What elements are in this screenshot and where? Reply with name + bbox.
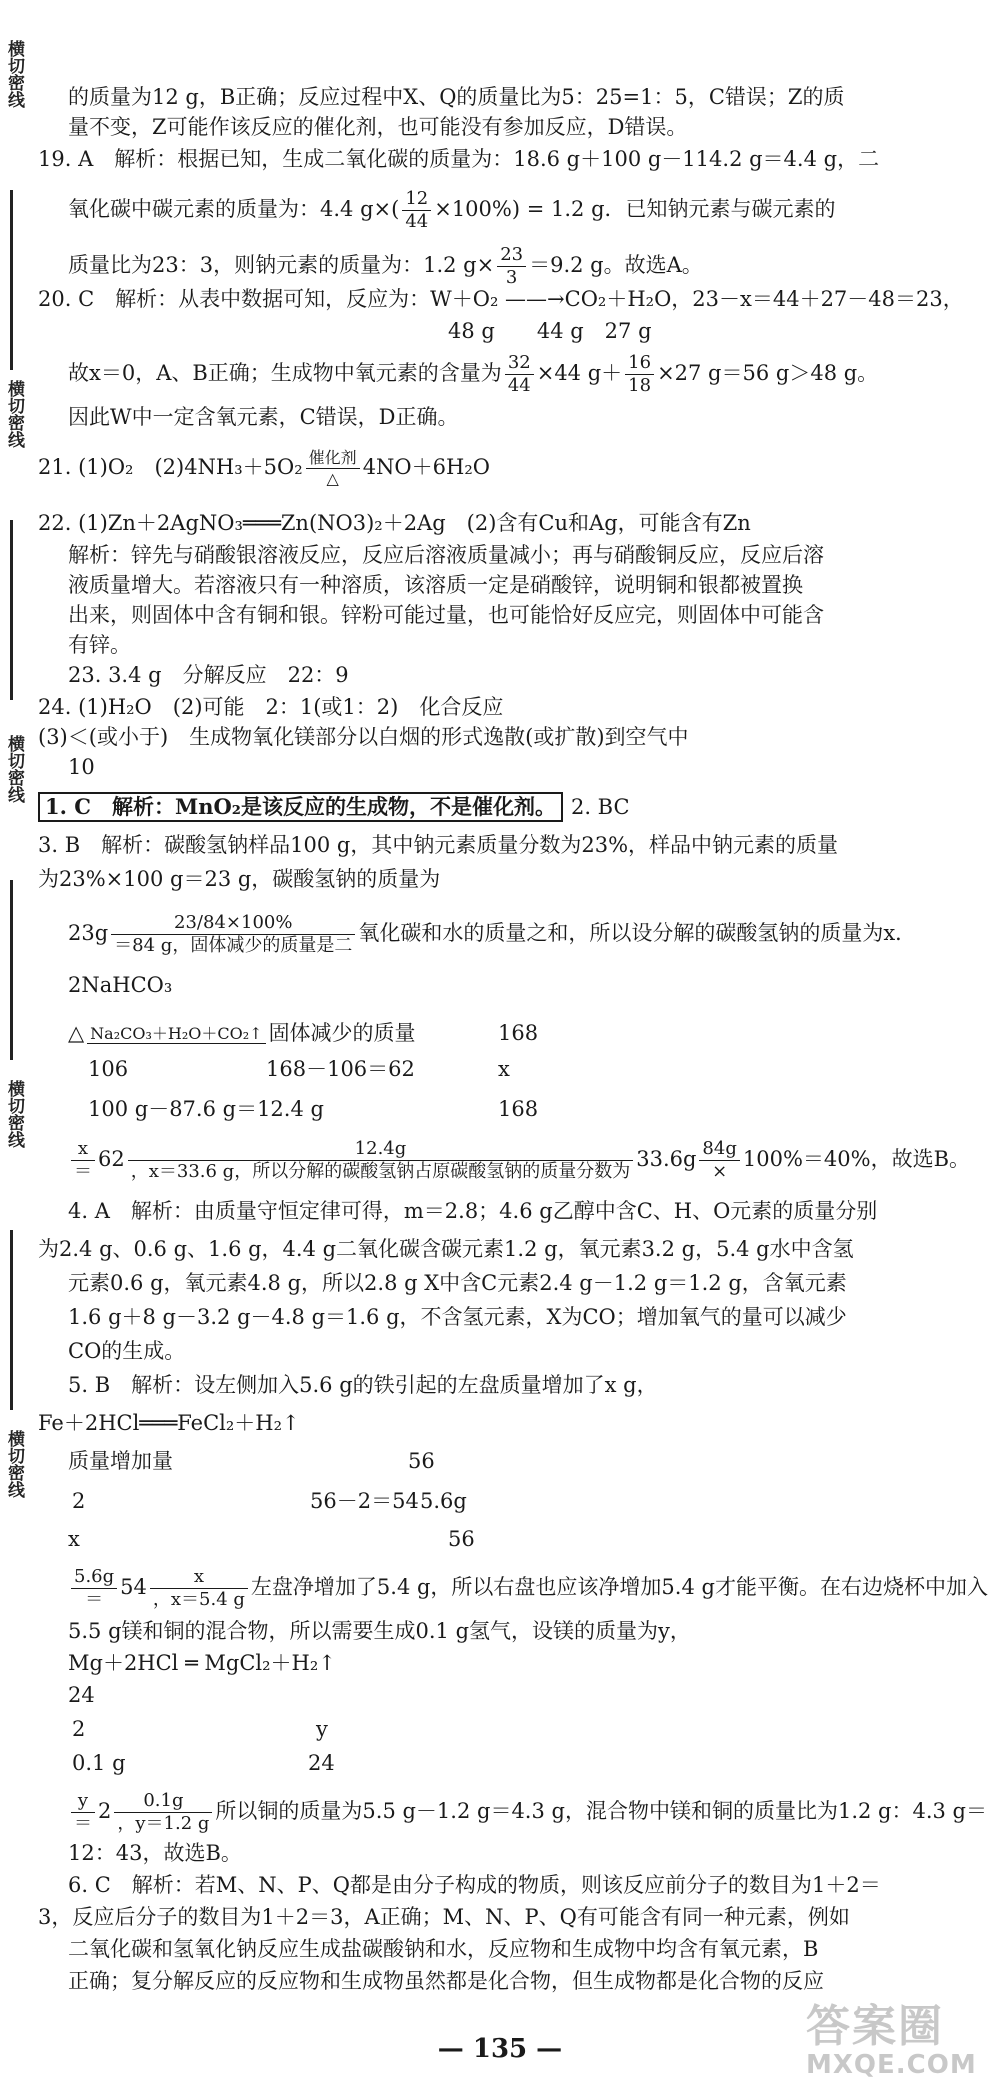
text-run: 所以铜的质量为5.5 g－1.2 g＝4.3 g，混合物中镁和铜的质量比为1.2 g：4.3 g＝ [215,1799,987,1823]
text-line [68,244,703,289]
text-line [68,912,916,957]
denominator: ＝ [85,1589,104,1610]
margin-rule [10,190,13,370]
numerator: 12 [402,188,431,211]
fraction [625,352,654,397]
left-margin-strip [0,0,30,2070]
condition-top: 催化剂 [306,448,360,469]
text-line: 106 [88,1057,129,1081]
text-run: 4NO＋6H₂O [362,455,490,479]
text-line [68,1138,970,1183]
text-line: 有锌。 [68,633,131,657]
text-run: 54 [120,1575,147,1599]
text-line: 12：43，故选B。 [68,1841,242,1865]
denominator: 18 [628,375,652,396]
fraction [111,912,355,957]
text-line: 正确；复分解反应的反应物和生成物虽然都是化合物，但生成物都是化合物的反应 [68,1969,824,1993]
text-line: 20. C 解析：从表中数据可知，反应为：W＋O₂ ——→CO₂＋H₂O，23－x＝44＋27－48＝23， [38,287,964,311]
text-run: 33.6g [636,1147,697,1171]
equation-line: 24 [68,1683,95,1707]
text-line: 二氧化碳和氢氧化钠反应生成盐碳酸钠和水，反应物和生成物中均含有氧元素，B [68,1937,819,1961]
numerator: 32 [505,352,534,375]
numerator: y [71,1790,95,1813]
margin-label: 横切密线 [4,1080,24,1148]
margin-label: 横切密线 [4,40,24,108]
margin-label: 横切密线 [4,735,24,803]
text-line: 1.6 g＋8 g－3.2 g－4.8 g＝1.6 g，不含氢元素，X为CO；增加氧气的量可以减少 [68,1305,847,1329]
fraction [505,352,534,397]
text-line: 量不变，Z可能作该反应的催化剂，也可能没有参加反应，D错误。 [68,115,688,139]
denominator: ＝ [74,1161,92,1182]
text-run: ×100%) = 1.2 g．已知钠元素与碳元素的 [434,197,836,221]
text-line: 23. 3.4 g 分解反应 22：9 [68,663,349,687]
text-line: 出来，则固体中含有铜和银。锌粉可能过量，也可能恰好反应完，则固体中可能含 [68,603,824,627]
numerator: 12.4g [128,1138,633,1161]
text-line: 为23%×100 g＝23 g，碳酸氢钠的质量为 [38,867,441,891]
margin-rule [10,1230,13,1410]
equation-line [68,1020,416,1046]
numerator: x [150,1566,248,1589]
text-run: ×27 g＝56 g＞48 g。 [657,361,879,385]
denominator: 44 [507,375,531,396]
reaction-condition [306,448,360,489]
text-run: 氧化碳中碳元素的质量为：4.4 g×( [68,197,400,221]
section-number-box: 1. C 解析：MnO₂是该反应的生成物，不是催化剂。 [38,792,563,822]
text-run: 100%＝40%，故选B。 [742,1147,971,1171]
text-line [38,448,490,489]
text-line: 22. (1)Zn＋2AgNO₃═══Zn(NO3)₂＋2Ag (2)含有Cu和Ag，可能含有Zn [38,511,751,535]
text-line: 24 [308,1751,335,1775]
denominator: ＝ [74,1813,92,1834]
text-run: 氧化碳和水的质量之和，所以设分解的碳酸氢钠的质量为x． [358,921,917,945]
text-run: △ [68,1021,85,1045]
text-line: Fe＋2HCl═══FeCl₂＋H₂↑ [38,1411,300,1435]
text-line: 0.1 g [72,1751,126,1775]
text-run: 固体减少的质量 [268,1021,416,1045]
text-run: 质量比为23：3，则钠元素的质量为：1.2 g× [68,253,495,277]
text-line: 5.6g [420,1489,467,1513]
fraction [71,1138,95,1183]
text-line: 168－106＝62 [266,1057,415,1081]
fraction [71,1566,117,1611]
text-line: 2NaHCO₃ [68,973,173,997]
fraction [497,244,526,289]
numerator: 84g [699,1138,739,1161]
text-line: 液质量增大。若溶液只有一种溶质，该溶质一定是硝酸锌，说明铜和银都被置换 [68,573,803,597]
numerator: 5.6g [71,1566,117,1589]
text-line: 168 [498,1021,539,1045]
text-line: Mg＋2HCl ═ MgCl₂＋H₂↑ [68,1651,336,1675]
text-line: 6. C 解析：若M、N、P、Q都是由分子构成的物质，则该反应前分子的数目为1＋2＝ [68,1873,881,1897]
text-run: 故x＝0，A、B正确；生成物中氧元素的含量为 [68,361,502,385]
condition-top: Na₂CO₃＋H₂O＋CO₂↑ [87,1025,265,1044]
text-run: 62 [98,1147,125,1171]
text-run: 左盘净增加了5.4 g，所以右盘也应该净增加5.4 g才能平衡。在右边烧杯中加入 [250,1575,988,1599]
fraction [114,1790,212,1835]
denominator: ，x＝33.6 g，所以分解的碳酸氢钠占原碳酸氢钠的质量分数为 [130,1161,631,1182]
watermark [806,1990,977,2080]
text-line: 3. B 解析：碳酸氢钠样品100 g，其中钠元素质量分数为23%，样品中钠元素的质量 [38,833,839,857]
text-line: x [68,1527,80,1551]
text-line: 质量增加量 [68,1449,173,1473]
text-run: 2. BC [570,795,630,819]
condition-bottom: △ [326,469,339,488]
text-run: 21. (1)O₂ (2)4NH₃＋5O₂ [38,455,303,479]
numerator: 23/84×100% [111,912,355,935]
text-line: 为2.4 g、0.6 g、1.6 g，4.4 g二氧化碳含碳元素1.2 g，氧元素3.2 g，5.4 g水中含氢 [38,1237,854,1261]
text-line: 10 [68,755,95,779]
text-line: y [316,1717,328,1741]
text-line: 2 [72,1717,86,1741]
denominator: ＝84 g，固体减少的质量是二 [114,935,353,956]
numerator: 0.1g [114,1790,212,1813]
fraction [71,1790,95,1835]
fraction [402,188,431,233]
text-run: ×44 g＋ [536,361,623,385]
text-run: 2 [98,1799,112,1823]
page-number: — 135 — [437,2034,563,2064]
text-line: 168 [498,1097,539,1121]
text-run: ＝9.2 g。故选A。 [529,253,703,277]
fraction [128,1138,633,1183]
margin-rule [10,520,13,700]
text-line [68,352,878,397]
text-line: 24. (1)H₂O (2)可能 2：1(或1：2) 化合反应 [38,695,504,719]
fraction [150,1566,248,1611]
text-line: CO的生成。 [68,1339,186,1363]
text-line: 100 g－87.6 g＝12.4 g [88,1097,324,1121]
text-line: 2 [72,1489,86,1513]
watermark-logo: 答案圈 [806,2001,944,2052]
text-line [38,792,630,822]
text-line: 19. A 解析：根据已知，生成二氧化碳的质量为：18.6 g＋100 g－114.2 g＝4.4 g，二 [38,147,880,171]
text-line: 56 [448,1527,475,1551]
text-line: 元素0.6 g，氧元素4.8 g，所以2.8 g X中含C元素2.4 g－1.2 g＝1.2 g，含氧元素 [68,1271,847,1295]
denominator: × [712,1161,728,1182]
text-line: 的质量为12 g，B正确；反应过程中X、Q的质量比为5：25=1：5，C错误；Z的质 [68,85,845,109]
numerator: 16 [625,352,654,375]
denominator: 3 [505,267,518,288]
text-line: 5. B 解析：设左侧加入5.6 g的铁引起的左盘质量增加了x g， [68,1373,658,1397]
numerator: 23 [497,244,526,267]
margin-label: 横切密线 [4,380,24,448]
denominator: ，y＝1.2 g [117,1813,210,1834]
text-line [68,188,836,233]
text-line: 3，反应后分子的数目为1＋2＝3，A正确；M、N、P、Q有可能含有同一种元素，例如 [38,1905,850,1929]
text-line: (3)＜(或小于) 生成物氧化镁部分以白烟的形式逸散(或扩散)到空气中 [38,725,689,749]
text-line: 解析：锌先与硝酸银溶液反应，反应后溶液质量减小；再与硝酸铜反应，反应后溶 [68,543,824,567]
denominator: ，x＝5.4 g [152,1589,245,1610]
text-line [68,1790,987,1835]
numerator: x [71,1138,95,1161]
text-line: 48 g 44 g 27 g [448,319,652,343]
text-line: 5.5 g镁和铜的混合物，所以需要生成0.1 g氢气，设镁的质量为y， [68,1619,691,1643]
denominator: 44 [405,211,429,232]
reaction-condition [87,1025,265,1044]
margin-rule [10,880,13,1060]
fraction [699,1138,739,1183]
margin-label: 横切密线 [4,1430,24,1498]
text-line: 56 [408,1449,435,1473]
text-line: 因此W中一定含氧元素，C错误，D正确。 [68,405,459,429]
watermark-url: MXQE.COM [806,2050,977,2080]
text-line: x [498,1057,510,1081]
text-run: 23g [68,921,109,945]
text-line: 4. A 解析：由质量守恒定律可得，m＝2.8；4.6 g乙醇中含C、H、O元素的质量分别 [68,1199,878,1223]
text-line: 56－2＝54 [310,1489,419,1513]
text-line [68,1566,988,1611]
